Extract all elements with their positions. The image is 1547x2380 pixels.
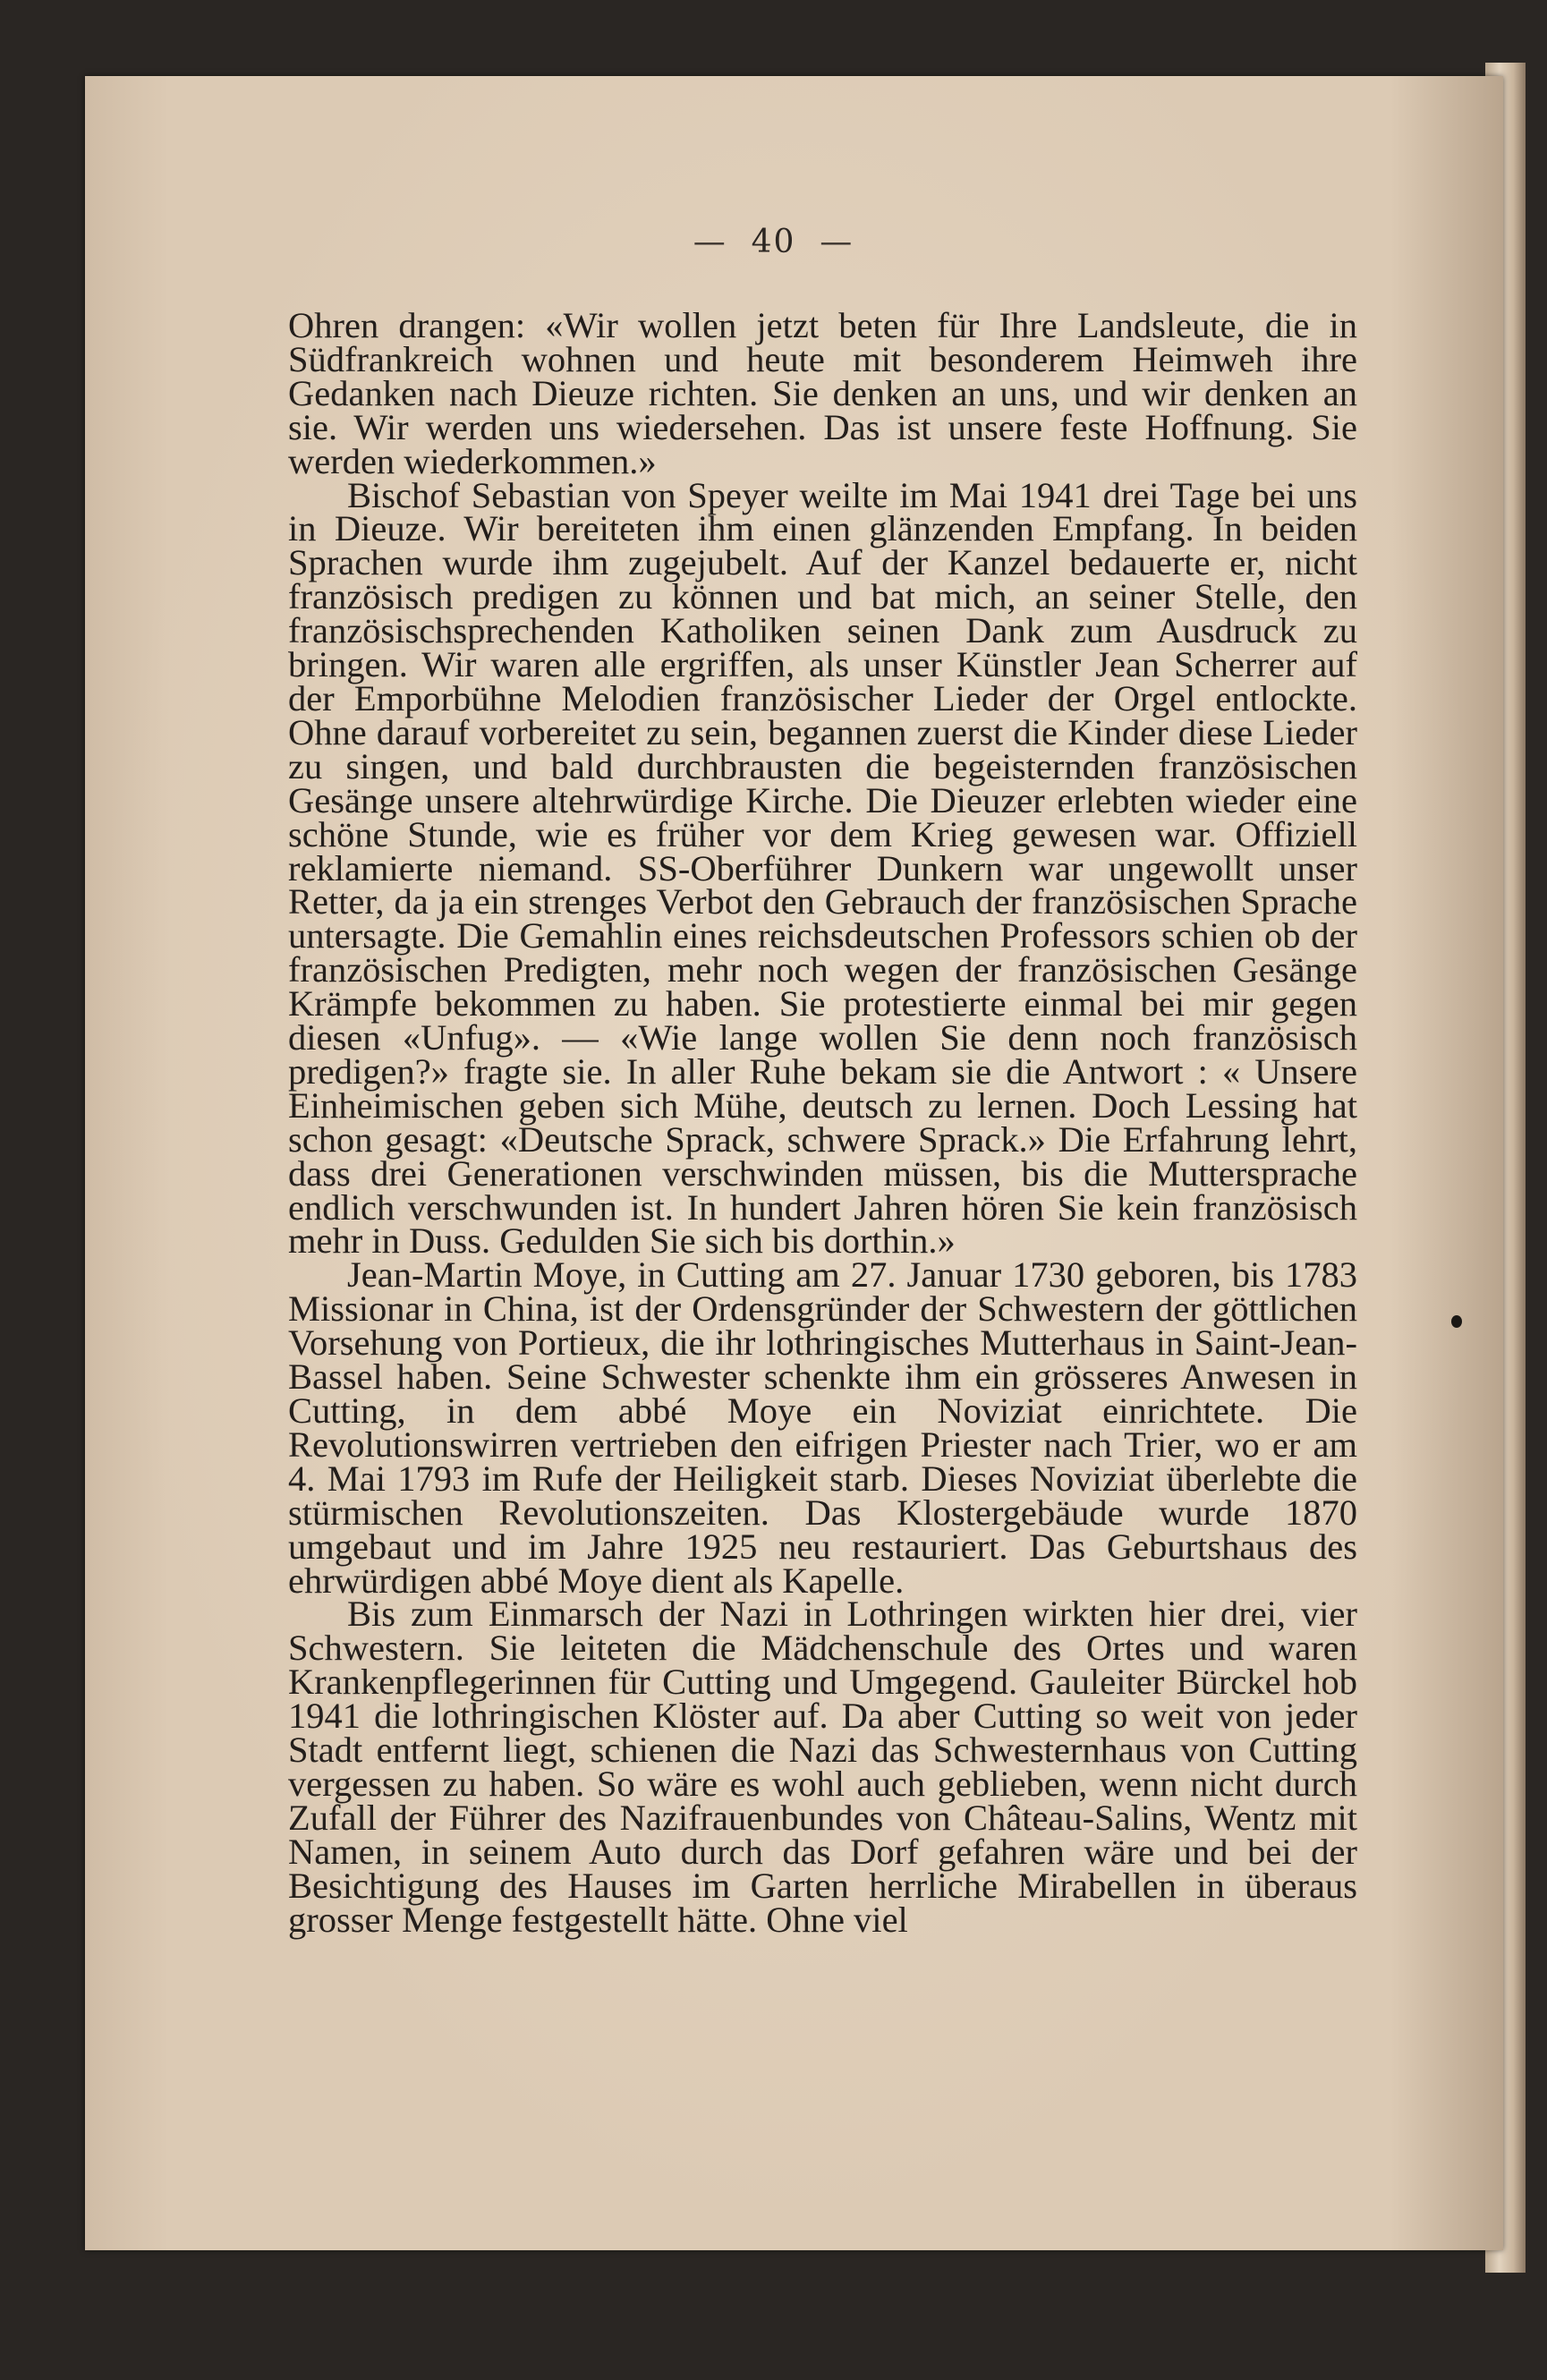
paragraph-3: Jean-Martin Moye, in Cutting am 27. Januar 1730 geboren, bis 1783 Missionar in China, ist der Ordensgründer der Schwestern der göttlichen Vorsehung von Portieux, die ihr lothringisches Mutterhaus in Saint-Jean-Bassel haben. Seine Schwester schenkte ihm ein grösseres Anwesen in Cutting, in dem abbé Moye ein Noviziat einrichtete. Die Revolutionswirren vertrieben den eifrigen Priester nach Trier, wo er am 4. Mai 1793 im Rufe der Heiligkeit starb. Dieses Noviziat überlebte die stürmischen Revolutionszeiten. Das Klostergebäude wurde 1870 umgebaut und im Jahre 1925 neu restauriert. Das Geburtshaus des ehrwürdigen abbé Moye dient als Kapelle. <box>288 1254 1357 1601</box>
body-text <box>288 305 1357 1940</box>
ink-speck <box>1451 1315 1462 1328</box>
paragraph-1: Ohren drangen: «Wir wollen jetzt beten für Ihre Landsleute, die in Südfrankreich wohnen und heute mit besonderem Heimweh ihre Gedanken nach Dieuze richten. Sie denken an uns, und wir denken an sie. Wir werden uns wiedersehen. Das ist unsere feste Hoffnung. Sie werden wiederkommen.» <box>288 305 1357 481</box>
page-number-header <box>0 224 1547 260</box>
page-number-dash-right: — <box>820 224 854 260</box>
page-number: 40 <box>751 224 796 260</box>
paragraph-2: Bischof Sebastian von Speyer weilte im Mai 1941 drei Tage bei uns in Dieuze. Wir bereiteten ihm einen glänzenden Empfang. In beiden Sprachen wurde ihm zugejubelt. Auf der Kanzel bedauerte er, nicht französisch predigen zu können und bat mich, an seiner Stelle, den französischsprechenden Katholiken seinen Dank zum Ausdruck zu bringen. Wir waren alle ergriffen, als unser Künstler Jean Scherrer auf der Emporbühne Melodien französischer Lieder der Orgel entlockte. Ohne darauf vorbereitet zu sein, begannen zuerst die Kinder diese Lieder zu singen, und bald durchbrausten die begeisternden französischen Gesänge unsere altehrwürdige Kirche. Die Dieuzer erlebten wieder eine schöne Stunde, wie es früher vor dem Krieg gewesen war. Offiziell reklamierte niemand. SS-Oberführer Dunkern war ungewollt unser Retter, da ja ein strenges Verbot den Gebrauch der französischen Sprache untersagte. Die Gemahlin eines reichsdeutschen Professors schien ob der französischen Predigten, mehr noch wegen der französischen Gesänge Krämpfe bekommen zu haben. Sie protestierte einmal bei mir gegen diesen «Unfug». — «Wie lange wollen Sie denn noch französisch predigen?» fragte sie. In aller Ruhe bekam sie die Antwort : « Unsere Einheimischen geben sich Mühe, deutsch zu lernen. Doch Lessing hat schon gesagt: «Deutsche Sprack, schwere Sprack.» Die Erfahrung lehrt, dass drei Generationen verschwinden müssen, bis die Muttersprache endlich verschwunden ist. In hundert Jahren hören Sie kein französisch mehr in Duss. Gedulden Sie sich bis dorthin.» <box>288 474 1357 1262</box>
page-number-dash-left: — <box>693 224 727 260</box>
paragraph-4: Bis zum Einmarsch der Nazi in Lothringen wirkten hier drei, vier Schwestern. Sie leiteten die Mädchenschule des Ortes und waren Krankenpflegerinnen für Cutting und Umgegend. Gauleiter Bürckel hob 1941 die lothringischen Klöster auf. Da aber Cutting so weit von jeder Stadt entfernt liegt, schienen die Nazi das Schwesternhaus von Cutting vergessen zu haben. So wäre es wohl auch geblieben, wenn nicht durch Zufall der Führer des Nazifrauenbundes von Château-Salins, Wentz mit Namen, in seinem Auto durch das Dorf gefahren wäre und bei der Besichtigung des Hauses im Garten herrliche Mirabellen in überaus grosser Menge festgestellt hätte. Ohne viel <box>288 1594 1357 1940</box>
